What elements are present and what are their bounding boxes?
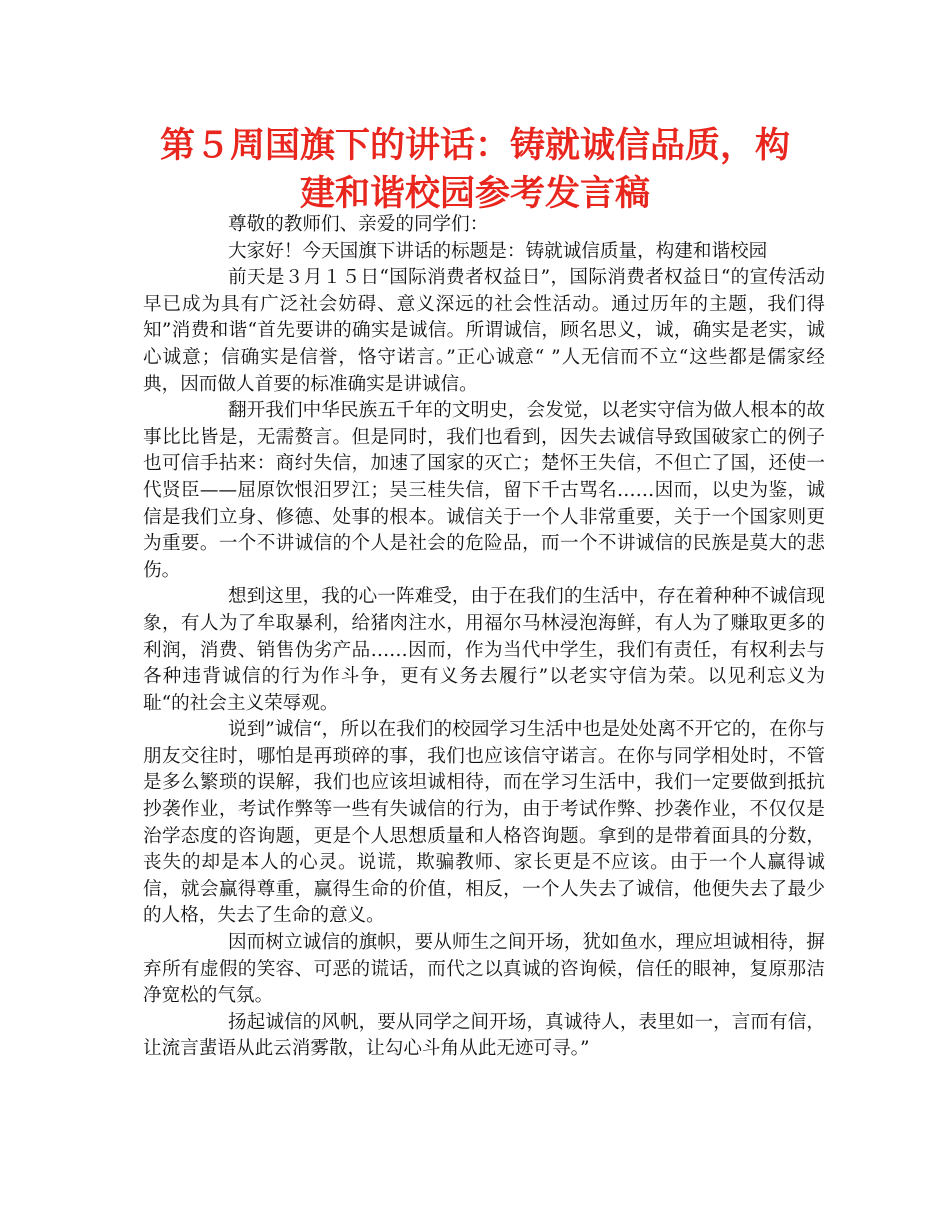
body-paragraph: 翻开我们中华民族五千年的文明史，会发觉，以老实守信为做人根本的故事比比皆是，无需赘言。但是同时，我们也看到，因失去诚信导致国破家亡的例子也可信手拈来：商纣失信，加速了国家的灭亡；楚怀王失信，不但亡了国，还使一代贤臣——屈原饮恨汨罗江；吴三桂失信，留下千古骂名……因而，以史为鉴，诚信是我们立身、修德、处事的根本。诚信关于一个人非常重要，关于一个国家则更为重要。一个不讲诚信的个人是社会的危险品，而一个不讲诚信的民族是莫大的悲伤。: [143, 400, 825, 581]
body-paragraph: 想到这里，我的心一阵难受，由于在我们的生活中，存在着种种不诚信现象，有人为了牟取暴利，给猪肉注水，用福尔马林浸泡海鲜，有人为了赚取更多的利润，消费、销售伪劣产品……因而，作为当代中学生，我们有责任，有权利去与各种违背诚信的行为作斗争，更有义务去履行”以老实守信为荣。以见利忘义为耻“的社会主义荣辱观。: [143, 586, 825, 714]
document-title: [120, 122, 830, 218]
title-line-1: 第５周国旗下的讲话：铸就诚信品质，构: [159, 126, 790, 166]
body-paragraph: 因而树立诚信的旗帜，要从师生之间开场，犹如鱼水，理应坦诚相待，摒弃所有虚假的笑容、可恶的谎话，而代之以真诚的咨询候，信任的眼神，复原那洁净宽松的气氛。: [143, 932, 825, 1007]
body-paragraph: 扬起诚信的风帆，要从同学之间开场，真诚待人，表里如一，言而有信，让流言蜚语从此云消雾散，让勾心斗角从此无迹可寻。”: [143, 1011, 825, 1060]
body-paragraph: 说到”诚信“，所以在我们的校园学习生活中也是处处离不开它的，在你与朋友交往时，哪怕是再琐碎的事，我们也应该信守诺言。在你与同学相处时，不管是多么繁琐的误解，我们也应该坦诚相待，而在学习生活中，我们一定要做到抵抗抄袭作业，考试作弊等一些有失诚信的行为，由于考试作弊、抄袭作业，不仅仅是治学态度的咨询题，更是个人思想质量和人格咨询题。拿到的是带着面具的分数，丧失的却是本人的心灵。说谎，欺骗教师、家长更是不应该。由于一个人赢得诚信，就会赢得尊重，赢得生命的价值，相反，一个人失去了诚信，他便失去了最少的人格，失去了生命的意义。: [143, 719, 825, 927]
body-paragraph: 前天是３月１５日“国际消费者权益日”，国际消费者权益日“的宣传活动早已成为具有广泛社会妨碍、意义深远的社会性活动。通过历年的主题，我们得知”消费和谐“首先要讲的确实是诚信。所谓诚信，顾名思义，诚，确实是老实，诚心诚意；信确实是信誉，恪守诺言。”正心诚意“ ”人无信而不立“这些都是儒家经典，因而做人首要的标准确实是讲诚信。: [143, 267, 825, 395]
greeting-paragraph: 大家好！今天国旗下讲话的标题是：铸就诚信质量，构建和谐校园: [228, 240, 768, 262]
title-line-2: 建和谐校园参考发言稿: [299, 174, 650, 214]
speech-body: [143, 212, 825, 1063]
salutation: 尊敬的教师们、亲爱的同学们：: [228, 214, 489, 235]
